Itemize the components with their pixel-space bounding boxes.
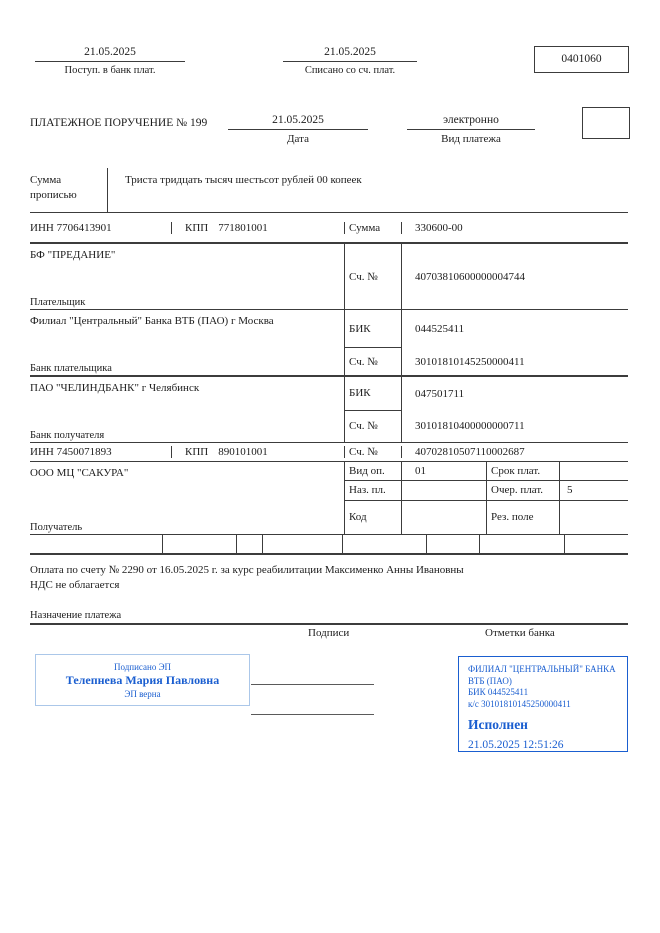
empty-cell bbox=[237, 535, 263, 553]
ocher-label: Очер. плат. bbox=[487, 481, 560, 500]
payee-bank-row bbox=[30, 377, 628, 443]
empty-cell bbox=[30, 535, 163, 553]
payer-kpp-value: 771801001 bbox=[218, 221, 268, 234]
document-date-block bbox=[228, 114, 368, 145]
payment-order-table bbox=[30, 168, 628, 555]
payer-bank-account: 30101810145250000411 bbox=[415, 355, 525, 368]
payee-inn: ИНН 7450071893 bbox=[30, 446, 172, 458]
naz-value bbox=[402, 481, 487, 500]
payee-bank-values bbox=[402, 377, 628, 442]
payer-row bbox=[30, 244, 628, 310]
form-code-box: 0401060 bbox=[534, 46, 629, 73]
payer-bank-labels bbox=[345, 310, 402, 375]
payer-kpp bbox=[172, 222, 345, 234]
debited-date: 21.05.2025 bbox=[283, 46, 417, 62]
budget-fields-row bbox=[30, 535, 628, 555]
payer-bank-bik: 044525411 bbox=[415, 323, 465, 335]
empty-cell bbox=[565, 535, 628, 553]
payee-codes-grid bbox=[345, 462, 628, 534]
document-date: 21.05.2025 bbox=[228, 114, 368, 130]
purpose-line2: НДС не облагается bbox=[30, 579, 120, 591]
received-date-label: Поступ. в банк плат. bbox=[64, 65, 156, 76]
payer-bank-name: Филиал "Центральный" Банка ВТБ (ПАО) г Москва bbox=[30, 315, 274, 327]
code-label: Код bbox=[345, 501, 402, 534]
debited-date-label: Списано со сч. плат. bbox=[304, 65, 396, 76]
signatures-label: Подписи bbox=[308, 627, 350, 639]
sum-label: Сумма bbox=[345, 222, 402, 234]
term-label: Срок плат. bbox=[487, 462, 560, 480]
purpose-line1: Оплата по счету № 2290 от 16.05.2025 г. за курс реабилитации Максименко Анны Ивановны bbox=[30, 564, 464, 576]
payee-bank-account: 30101810400000000711 bbox=[415, 420, 525, 432]
esign-line1: Подписано ЭП bbox=[113, 661, 172, 672]
payer-bank-account-label: Сч. № bbox=[349, 355, 378, 368]
payer-name: БФ "ПРЕДАНИЕ" bbox=[30, 249, 116, 261]
empty-cell bbox=[163, 535, 237, 553]
payee-kpp-label: КПП bbox=[185, 446, 209, 458]
stamp-bik: БИК 044525411 bbox=[468, 687, 529, 697]
payment-kind: электронно bbox=[407, 114, 535, 130]
document-date-label: Дата bbox=[287, 133, 309, 145]
bank-marks-label: Отметки банка bbox=[485, 627, 555, 639]
empty-cell bbox=[263, 535, 343, 553]
res-value bbox=[560, 501, 628, 534]
empty-cell bbox=[427, 535, 480, 553]
payee-bank-bik-label: БИК bbox=[345, 377, 401, 411]
payee-kpp bbox=[172, 446, 345, 458]
payee-bank-account-label: Сч. № bbox=[349, 420, 378, 433]
payer-section-label: Плательщик bbox=[30, 297, 86, 308]
stamp-bank-line2: ВТБ (ПАО) bbox=[468, 675, 512, 686]
ocher-value: 5 bbox=[567, 484, 573, 497]
payee-bank-labels bbox=[345, 377, 402, 442]
payer-account-label: Сч. № bbox=[345, 244, 402, 309]
document-title: ПЛАТЕЖНОЕ ПОРУЧЕНИЕ № 199 bbox=[30, 117, 208, 129]
amount-words-row bbox=[30, 168, 628, 213]
amount-words-label: Сумма прописью bbox=[30, 168, 108, 212]
stamp-corr-account: к/с 30101810145250000411 bbox=[468, 698, 571, 709]
bank-execution-stamp bbox=[458, 656, 628, 752]
payer-bank-row bbox=[30, 310, 628, 377]
empty-cell bbox=[343, 535, 427, 553]
naz-label: Наз. пл. bbox=[345, 481, 402, 500]
payer-cell bbox=[30, 244, 345, 309]
esign-signer-name: Телепнева Мария Павловна bbox=[65, 672, 220, 687]
op-row bbox=[345, 462, 628, 481]
sum-value: 330600-00 bbox=[415, 221, 463, 234]
payee-kpp-value: 890101001 bbox=[218, 446, 268, 458]
payer-kpp-label: КПП bbox=[185, 221, 209, 234]
payer-bank-cell bbox=[30, 310, 345, 375]
payee-section-label: Получатель bbox=[30, 522, 83, 533]
payer-account: 40703810600000004744 bbox=[415, 270, 525, 283]
payee-bank-section-label: Банк получателя bbox=[30, 430, 105, 441]
op-value: 01 bbox=[402, 462, 487, 480]
empty-code-box bbox=[582, 107, 630, 139]
payee-account: 40702810507110002687 bbox=[415, 446, 525, 458]
naz-row bbox=[345, 481, 628, 501]
op-label: Вид оп. bbox=[345, 462, 402, 480]
payee-bank-name: ПАО "ЧЕЛИНДБАНК" г Челябинск bbox=[30, 382, 200, 394]
esign-line3: ЭП верна bbox=[124, 688, 161, 699]
amount-words-value: Триста тридцать тысяч шестьсот рублей 00 копеек bbox=[125, 174, 362, 186]
received-date: 21.05.2025 bbox=[35, 46, 185, 62]
signature-line-1 bbox=[251, 684, 374, 685]
payee-name: ООО МЦ "САКУРА" bbox=[30, 467, 129, 479]
payee-cell bbox=[30, 462, 345, 534]
payee-row bbox=[30, 462, 628, 535]
code-row bbox=[345, 501, 628, 534]
purpose-section bbox=[30, 555, 628, 625]
received-date-block bbox=[35, 46, 185, 76]
payer-inn-row bbox=[30, 213, 628, 244]
payment-kind-label: Вид платежа bbox=[441, 133, 501, 145]
payer-inn: ИНН 7706413901 bbox=[30, 222, 172, 234]
esign-stamp bbox=[35, 654, 250, 706]
payee-account-label: Сч. № bbox=[345, 446, 402, 458]
term-value bbox=[560, 462, 628, 480]
purpose-section-label: Назначение платежа bbox=[30, 610, 122, 621]
signature-line-2 bbox=[251, 714, 374, 715]
payee-bank-bik: 047501711 bbox=[415, 387, 465, 400]
stamp-datetime: 21.05.2025 12:51:26 bbox=[468, 739, 564, 751]
stamp-bank-line1: ФИЛИАЛ "ЦЕНТРАЛЬНЫЙ" БАНКА bbox=[468, 664, 616, 674]
payer-bank-bik-label: БИК bbox=[345, 310, 401, 348]
payment-kind-block bbox=[407, 114, 535, 145]
res-label: Рез. поле bbox=[487, 501, 560, 534]
payer-bank-values bbox=[402, 310, 628, 375]
payer-bank-section-label: Банк плательщика bbox=[30, 363, 112, 374]
debited-date-block bbox=[283, 46, 417, 76]
stamp-status: Исполнен bbox=[468, 717, 528, 732]
payee-bank-cell bbox=[30, 377, 345, 442]
code-value bbox=[402, 501, 487, 534]
empty-cell bbox=[480, 535, 565, 553]
payee-inn-row bbox=[30, 443, 628, 462]
